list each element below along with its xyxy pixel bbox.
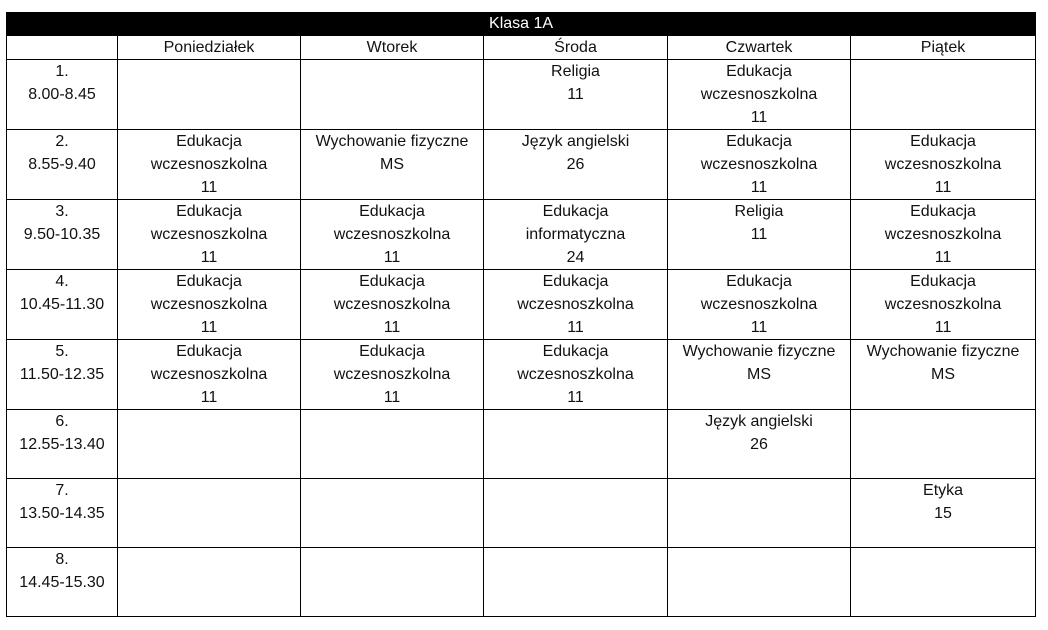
lesson-subject: Edukacja — [359, 203, 425, 220]
period-cell — [7, 548, 118, 617]
lesson-room: 11 — [750, 319, 768, 336]
lesson-subject: wczesnoszkolna — [884, 296, 1002, 313]
lesson-cell — [301, 548, 484, 617]
period-time: 12.55-13.40 — [19, 436, 105, 453]
schedule-table — [6, 12, 1036, 617]
lesson-cell — [118, 548, 301, 617]
lesson-subject: Wychowanie fizyczne — [682, 343, 836, 360]
period-row — [7, 410, 1036, 479]
day-header: Piątek — [851, 36, 1036, 60]
lesson-subject: Edukacja — [542, 203, 609, 220]
lesson-cell — [851, 548, 1036, 617]
lesson-cell — [668, 340, 851, 410]
period-number: 1. — [55, 63, 69, 80]
period-time: 9.50-10.35 — [23, 226, 101, 243]
title-row — [7, 13, 1036, 36]
lesson-cell — [484, 410, 668, 479]
lesson-subject: Wychowanie fizyczne — [866, 343, 1020, 360]
lesson-subject: Język angielski — [521, 133, 630, 150]
lesson-room: MS — [380, 156, 404, 173]
lesson-subject: informatyczna — [525, 226, 626, 243]
lesson-cell — [301, 270, 484, 340]
lesson-cell — [851, 410, 1036, 479]
period-cell — [7, 130, 118, 200]
lesson-cell — [118, 60, 301, 130]
lesson-cell — [851, 130, 1036, 200]
lesson-subject: wczesnoszkolna — [333, 366, 451, 383]
lesson-cell — [301, 200, 484, 270]
day-header: Wtorek — [301, 36, 484, 60]
period-time: 10.45-11.30 — [19, 296, 105, 313]
lesson-room: 11 — [567, 319, 584, 336]
period-row — [7, 60, 1036, 130]
lesson-subject: Wychowanie fizyczne — [315, 133, 469, 150]
lesson-room: 24 — [566, 249, 585, 266]
lesson-subject: Język angielski — [705, 413, 813, 430]
lesson-subject: wczesnoszkolna — [150, 296, 268, 313]
period-row — [7, 130, 1036, 200]
lesson-subject: Edukacja — [726, 273, 792, 290]
lesson-subject: Religia — [734, 203, 784, 220]
lesson-subject: wczesnoszkolna — [150, 156, 268, 173]
lesson-room: 11 — [383, 319, 401, 336]
period-row — [7, 479, 1036, 548]
schedule-body — [7, 60, 1036, 617]
lesson-room: 15 — [934, 505, 952, 522]
lesson-room: 11 — [567, 389, 584, 406]
period-time: 8.55-9.40 — [28, 156, 96, 173]
lesson-cell — [668, 60, 851, 130]
period-cell — [7, 410, 118, 479]
lesson-cell — [668, 270, 851, 340]
period-cell — [7, 270, 118, 340]
lesson-room: 11 — [934, 179, 952, 196]
lesson-room: MS — [931, 366, 956, 383]
lesson-subject: wczesnoszkolna — [700, 86, 818, 103]
lesson-cell — [668, 479, 851, 548]
lesson-subject: Edukacja — [542, 343, 609, 360]
period-time: 14.45-15.30 — [19, 574, 105, 591]
lesson-cell — [851, 60, 1036, 130]
lesson-subject: wczesnoszkolna — [150, 366, 268, 383]
lesson-room: 11 — [934, 319, 952, 336]
lesson-subject: wczesnoszkolna — [700, 296, 818, 313]
lesson-room: 11 — [750, 179, 768, 196]
lesson-cell — [118, 130, 301, 200]
lesson-subject: wczesnoszkolna — [884, 156, 1002, 173]
lesson-room: 11 — [200, 249, 218, 266]
lesson-cell — [851, 479, 1036, 548]
lesson-room: 11 — [750, 226, 768, 243]
corner-cell — [7, 36, 118, 60]
lesson-subject: Edukacja — [726, 133, 792, 150]
lesson-room: MS — [747, 366, 771, 383]
period-row — [7, 548, 1036, 617]
lesson-cell — [484, 548, 668, 617]
period-number: 8. — [55, 551, 69, 568]
lesson-room: 26 — [566, 156, 585, 173]
period-time: 11.50-12.35 — [19, 366, 105, 383]
lesson-cell — [118, 410, 301, 479]
lesson-room: 11 — [750, 109, 768, 126]
lesson-subject: Edukacja — [359, 343, 425, 360]
lesson-subject: Edukacja — [542, 273, 609, 290]
lesson-room: 11 — [200, 179, 218, 196]
lesson-cell — [301, 340, 484, 410]
lesson-subject: wczesnoszkolna — [517, 296, 634, 313]
lesson-room: 11 — [200, 319, 218, 336]
lesson-cell — [301, 60, 484, 130]
day-header: Czwartek — [668, 36, 851, 60]
period-row — [7, 340, 1036, 410]
lesson-cell — [301, 410, 484, 479]
lesson-cell — [118, 270, 301, 340]
lesson-subject: Edukacja — [359, 273, 425, 290]
lesson-subject: wczesnoszkolna — [333, 296, 451, 313]
lesson-room: 11 — [383, 389, 401, 406]
period-number: 7. — [55, 482, 69, 499]
lesson-subject: Edukacja — [176, 203, 242, 220]
lesson-subject: wczesnoszkolna — [333, 226, 451, 243]
period-cell — [7, 200, 118, 270]
lesson-cell — [301, 130, 484, 200]
lesson-subject: Religia — [551, 63, 600, 80]
lesson-subject: Edukacja — [176, 343, 242, 360]
period-cell — [7, 340, 118, 410]
period-number: 4. — [55, 273, 69, 290]
lesson-cell — [668, 548, 851, 617]
lesson-cell — [484, 270, 668, 340]
period-cell — [7, 60, 118, 130]
lesson-subject: Edukacja — [726, 63, 792, 80]
day-header: Poniedziałek — [118, 36, 301, 60]
lesson-cell — [668, 410, 851, 479]
lesson-room: 26 — [750, 436, 768, 453]
period-row — [7, 200, 1036, 270]
lesson-cell — [484, 130, 668, 200]
lesson-cell — [668, 200, 851, 270]
lesson-cell — [118, 340, 301, 410]
period-number: 2. — [55, 133, 69, 150]
lesson-subject: Etyka — [923, 482, 964, 499]
lesson-room: 11 — [934, 249, 952, 266]
lesson-cell — [301, 479, 484, 548]
lesson-subject: Edukacja — [910, 133, 976, 150]
lesson-subject: wczesnoszkolna — [884, 226, 1002, 243]
lesson-cell — [484, 200, 668, 270]
period-number: 5. — [55, 343, 69, 360]
period-row — [7, 270, 1036, 340]
period-time: 8.00-8.45 — [28, 86, 96, 103]
lesson-subject: Edukacja — [910, 203, 976, 220]
lesson-room: 11 — [383, 249, 401, 266]
period-number: 3. — [55, 203, 69, 220]
class-title: Klasa 1A — [7, 13, 1036, 36]
lesson-cell — [851, 340, 1036, 410]
lesson-subject: wczesnoszkolna — [517, 366, 634, 383]
period-time: 13.50-14.35 — [19, 505, 105, 522]
lesson-subject: wczesnoszkolna — [150, 226, 268, 243]
period-cell — [7, 479, 118, 548]
lesson-cell — [118, 479, 301, 548]
lesson-subject: Edukacja — [910, 273, 976, 290]
lesson-subject: wczesnoszkolna — [700, 156, 818, 173]
lesson-subject: Edukacja — [176, 273, 242, 290]
period-number: 6. — [55, 413, 69, 430]
lesson-cell — [851, 270, 1036, 340]
day-header-row — [7, 36, 1036, 60]
lesson-cell — [118, 200, 301, 270]
lesson-cell — [484, 479, 668, 548]
lesson-cell — [484, 60, 668, 130]
lesson-cell — [668, 130, 851, 200]
lesson-room: 11 — [567, 86, 584, 103]
lesson-subject: Edukacja — [176, 133, 242, 150]
lesson-cell — [484, 340, 668, 410]
lesson-room: 11 — [200, 389, 218, 406]
lesson-cell — [851, 200, 1036, 270]
day-header: Środa — [484, 36, 668, 60]
